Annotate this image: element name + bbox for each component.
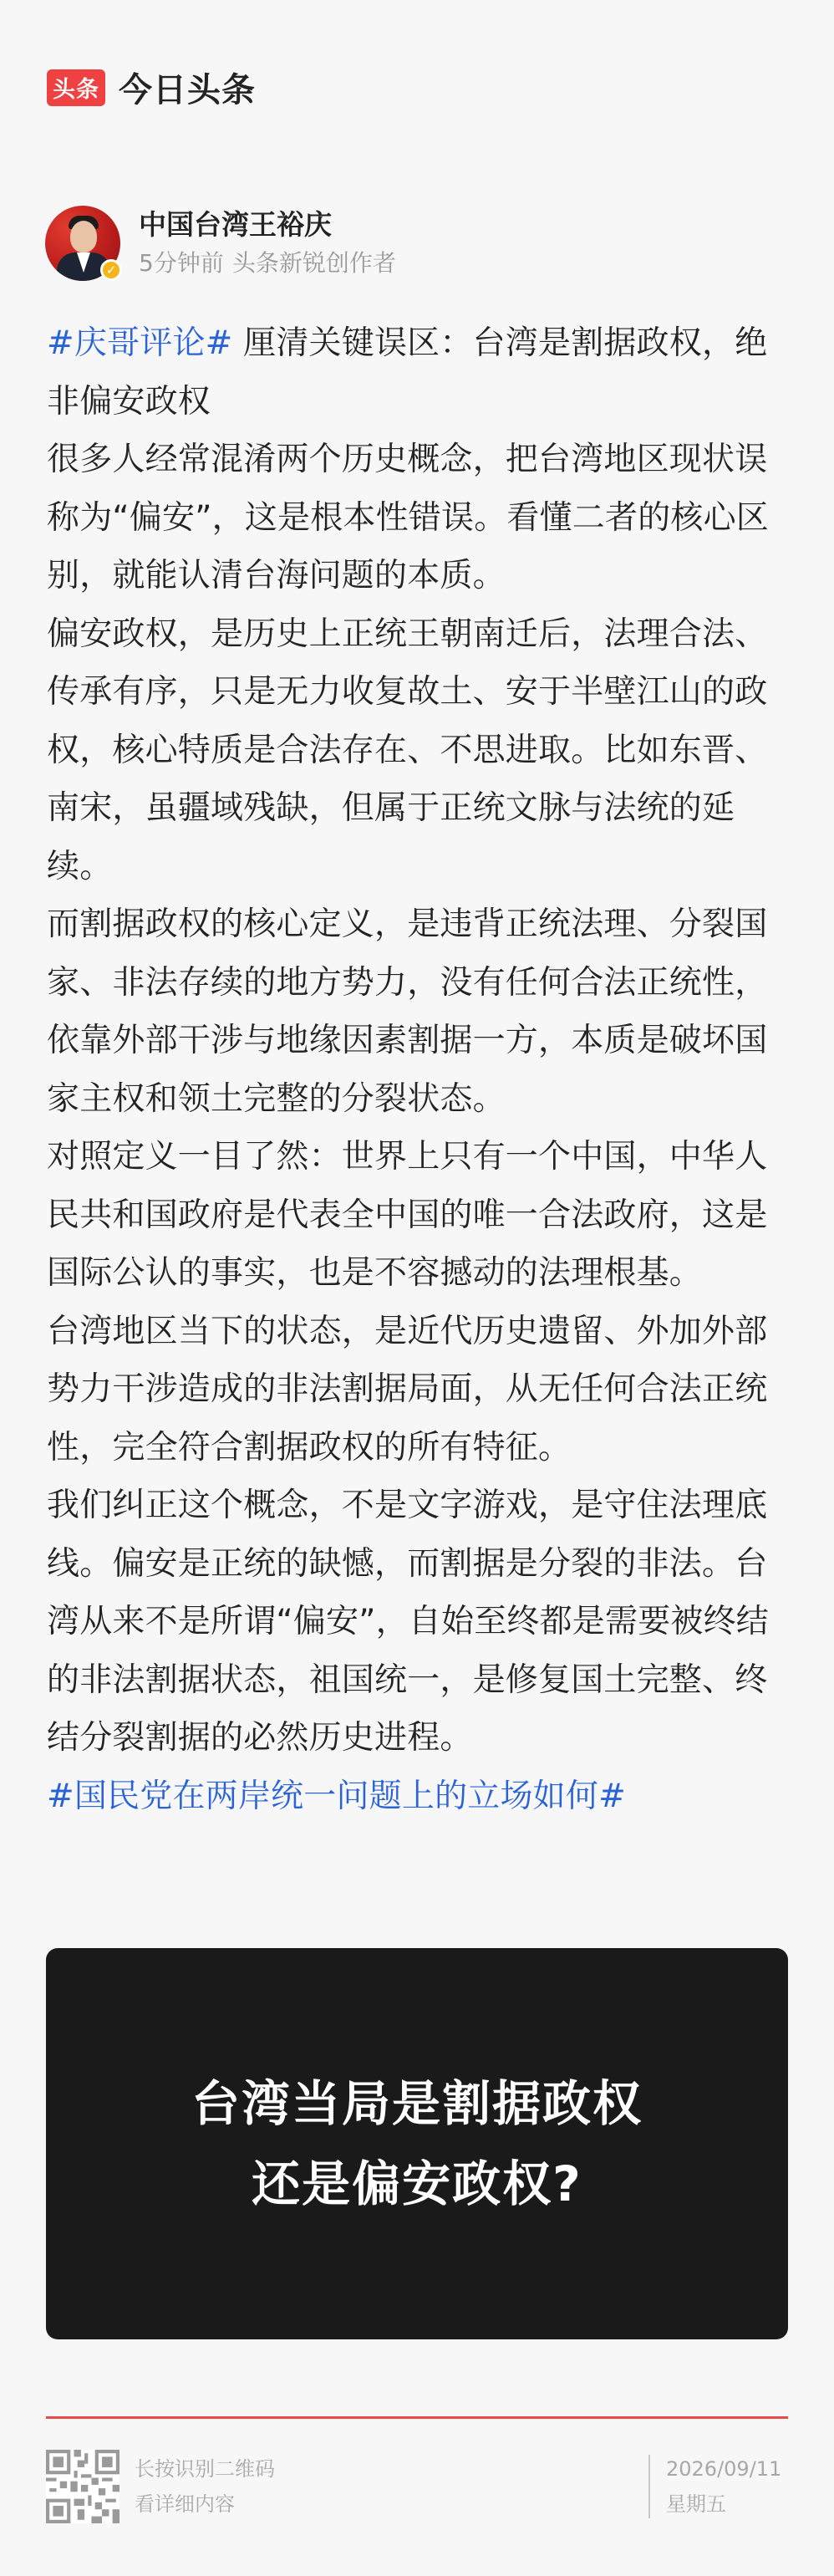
topic-paragraph <box>47 1767 787 1826</box>
article-paragraph <box>47 314 787 431</box>
article-paragraph: 台湾地区当下的状态，是近代历史遗留、外加外部势力干涉造成的非法割据局面，从无任何合法正统性，完全符合割据政权的所有特征。 <box>47 1312 768 1467</box>
qr-hint <box>135 2451 275 2522</box>
footer-separator <box>648 2455 650 2518</box>
topic-link[interactable]: #国民党在两岸统一问题上的立场如何# <box>47 1777 626 1815</box>
post-time: 5分钟前 <box>139 249 224 277</box>
footer-divider <box>46 2416 788 2419</box>
toutiao-logo: 头条 <box>47 69 105 106</box>
author-title: 头条新锐创作者 <box>231 249 396 277</box>
author-name[interactable]: 中国台湾王裕庆 <box>139 208 332 241</box>
author-meta <box>139 247 396 280</box>
video-title-line-1: 台湾当局是割据政权 <box>191 2075 643 2132</box>
article-paragraph: 很多人经常混淆两个历史概念，把台湾地区现状误称为“偏安”，这是根本性错误。看懂二者的核心区别，就能认清台海问题的本质。 <box>47 441 770 594</box>
article-paragraph: 而割据政权的核心定义，是违背正统法理、分裂国家、非法存续的地方势力，没有任何合法正统性，依靠外部干涉与地缘因素割据一方，本质是破坏国家主权和领土完整的分裂状态。 <box>47 905 768 1118</box>
headline-text: 厘清关键误区：台湾是割据政权，绝非偏安政权 <box>47 324 768 421</box>
qr-code-icon[interactable] <box>46 2450 120 2523</box>
article-paragraph: 对照定义一目了然：世界上只有一个中国，中华人民共和国政府是代表全中国的唯一合法政府，这是国际公认的事实，也是不容撼动的法理根基。 <box>47 1138 768 1292</box>
video-title-line-2: 还是偏安政权? <box>252 2155 582 2212</box>
author-info <box>45 206 396 281</box>
video-card[interactable] <box>46 1948 788 2339</box>
avatar[interactable] <box>45 206 120 281</box>
qr-hint-line-1: 长按识别二维码 <box>135 2457 275 2481</box>
app-name: 今日头条 <box>119 71 256 110</box>
weekday-text: 星期五 <box>666 2492 726 2516</box>
app-header <box>47 64 256 111</box>
date-text: 2026/09/11 <box>666 2457 782 2481</box>
qr-hint-line-2: 看详细内容 <box>135 2492 235 2516</box>
hashtag-link[interactable]: #庆哥评论# <box>47 324 233 362</box>
article-paragraph: 我们纠正这个概念，不是文字游戏，是守住法理底线。偏安是正统的缺憾，而割据是分裂的非法。台湾从来不是所谓“偏安”，自始至终都是需要被终结的非法割据状态，祖国统一，是修复国土完整、终结分裂割据的必然历史进程。 <box>47 1487 770 1757</box>
publish-date <box>666 2451 781 2522</box>
verified-badge-icon: ✓ <box>100 259 122 281</box>
article-body <box>47 314 787 1825</box>
share-footer <box>46 2450 788 2525</box>
article-paragraph: 偏安政权，是历史上正统王朝南迁后，法理合法、传承有序，只是无力收复故土、安于半壁江山的政权，核心特质是合法存在、不思进取。比如东晋、南宋，虽疆域残缺，但属于正统文脉与法统的延续。 <box>47 615 768 885</box>
